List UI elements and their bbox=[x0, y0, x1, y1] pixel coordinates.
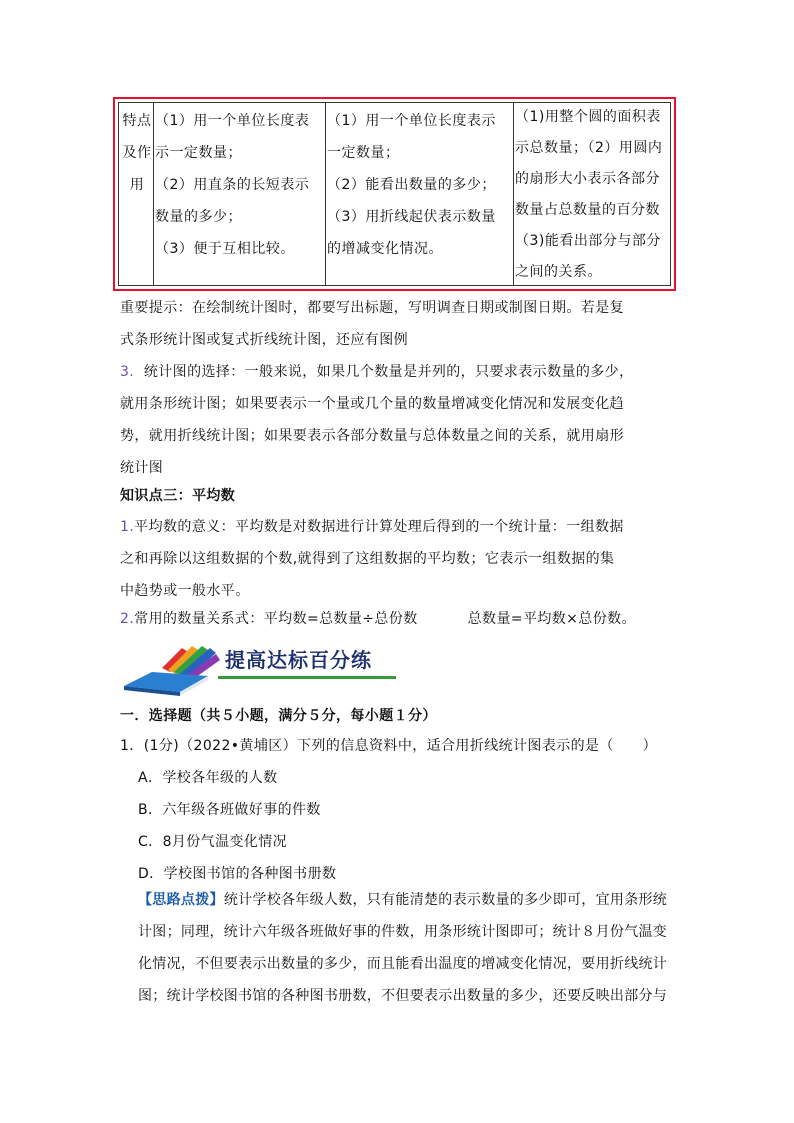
chart-selection-paragraph bbox=[120, 356, 680, 484]
hint-paragraph bbox=[138, 884, 683, 1012]
cell-line: 之间的关系。 bbox=[515, 264, 602, 280]
hint-line: 统计学校各年级人数，只有能清楚的表示数量的多少即可，宜用条形统 bbox=[223, 892, 668, 908]
cell-line: （3）用折线起伏表示数量 bbox=[327, 209, 496, 225]
row-header-text: 特点 bbox=[122, 113, 152, 129]
average-formula-paragraph bbox=[120, 603, 680, 635]
important-note bbox=[120, 292, 680, 356]
para-line: 势，就用折线统计图；如果要表示各部分数量与总体数量之间的关系，就用扇形 bbox=[120, 428, 624, 444]
option-d[interactable]: D．学校图书馆的各种图书册数 bbox=[138, 866, 337, 882]
section-title: 知识点三：平均数 bbox=[120, 488, 236, 504]
cell-line: （3)能看出部分与部分 bbox=[515, 233, 661, 249]
cell-line: （1）用一个单位长度表示 bbox=[327, 113, 496, 129]
section-banner bbox=[122, 638, 402, 696]
pie-chart-features-cell bbox=[515, 102, 675, 288]
cell-line: 示总数量；（2）用圆内 bbox=[515, 140, 663, 156]
table-grid bbox=[118, 102, 671, 286]
cell-line: 数量占总数量的百分数 bbox=[515, 202, 660, 218]
line-chart-features-cell bbox=[327, 105, 513, 265]
cell-line: （3）便于互相比较。 bbox=[155, 241, 295, 257]
item-number: 1. bbox=[120, 519, 135, 535]
cell-line: （2）能看出数量的多少； bbox=[327, 177, 496, 193]
hint-line: 化情况，不但要表示出数量的多少，而且能看出温度的增减变化情况，要用折线统计 bbox=[138, 956, 668, 972]
note-line: 重要提示：在绘制统计图时，都要写出标题，写明调查日期或制图日期。若是复 bbox=[120, 300, 624, 316]
question-stem: 1．(1分)（2022•黄埔区）下列的信息资料中，适合用折线统计图表示的是（ ） bbox=[120, 738, 658, 754]
option-c[interactable]: C．8月份气温变化情况 bbox=[138, 834, 288, 850]
row-header-text: 及作 bbox=[122, 145, 152, 161]
hint-line: 图；统计学校图书馆的各种图书册数，不但要表示出数量的多少，还要反映出部分与 bbox=[138, 988, 668, 1004]
table-divider bbox=[513, 103, 514, 285]
part-title: 一．选择题（共５小题，满分５分，每小题１分） bbox=[120, 708, 437, 724]
para-line: 平均数的意义：平均数是对数据进行计算处理后得到的一个统计量：一组数据 bbox=[134, 519, 624, 535]
comparison-table bbox=[113, 97, 676, 291]
option-a[interactable]: A．学校各年级的人数 bbox=[138, 770, 278, 786]
para-line: 统计图的选择：一般来说，如果几个数量是并列的，只要求表示数量的多少， bbox=[143, 364, 634, 380]
para-line: 中趋势或一般水平。 bbox=[120, 583, 250, 599]
cell-line: （1)用整个圆的面积表 bbox=[515, 109, 661, 125]
cell-line: 一定数量； bbox=[327, 145, 400, 161]
hint-line: 计图；同理，统计六年级各班做好事的件数，用条形统计图即可；统计８月份气温变 bbox=[138, 924, 668, 940]
cell-line: （2）用直条的长短表示 bbox=[155, 177, 310, 193]
note-line: 式条形统计图或复式折线统计图，还应有图例 bbox=[120, 332, 408, 348]
formula-text: 总数量=平均数×总份数。 bbox=[467, 611, 636, 627]
cell-line: 示一定数量； bbox=[155, 145, 242, 161]
cell-line: 的扇形大小表示各部分 bbox=[515, 171, 660, 187]
para-line: 就用条形统计图；如果要表示一个量或几个量的数量增减变化情况和发展变化趋 bbox=[120, 396, 624, 412]
option-b[interactable]: B．六年级各班做好事的件数 bbox=[138, 802, 321, 818]
formula-text: 常用的数量关系式：平均数=总数量÷总份数 bbox=[134, 611, 418, 627]
banner-title: 提高达标百分练 bbox=[225, 648, 372, 672]
hint-tag: 【思路点拨】 bbox=[138, 892, 224, 908]
para-line: 统计图 bbox=[120, 460, 164, 476]
row-header-text: 用 bbox=[129, 177, 145, 193]
cell-line: （1）用一个单位长度表 bbox=[155, 113, 310, 129]
cell-line: 数量的多少； bbox=[155, 209, 242, 225]
table-divider bbox=[153, 103, 154, 285]
cell-line: 的增减变化情况。 bbox=[327, 241, 443, 257]
item-number: 2. bbox=[120, 611, 135, 627]
row-header-cell bbox=[121, 105, 153, 201]
para-line: 之和再除以这组数据的个数,就得到了这组数据的平均数；它表示一组数据的集 bbox=[120, 551, 615, 567]
item-number: 3. bbox=[120, 364, 135, 380]
table-divider bbox=[325, 103, 326, 285]
average-meaning-paragraph bbox=[120, 511, 680, 607]
bar-chart-features-cell bbox=[155, 105, 325, 265]
